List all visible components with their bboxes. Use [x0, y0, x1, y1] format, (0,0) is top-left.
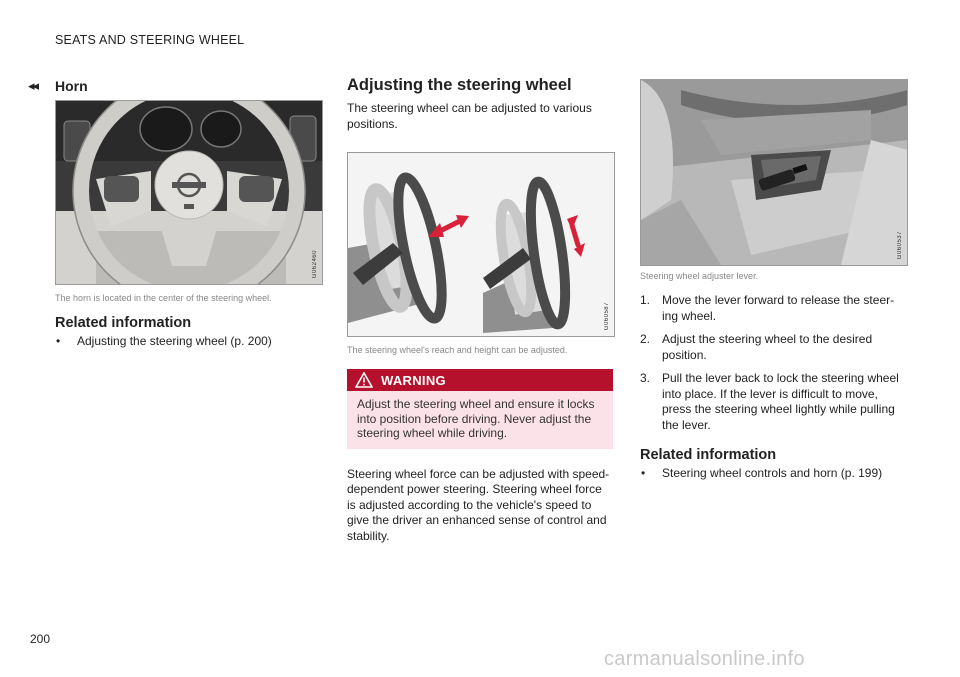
- related-info-heading: Related information: [55, 315, 192, 331]
- warning-icon: [355, 372, 373, 388]
- column-lever: [640, 76, 907, 481]
- warning-header: [347, 369, 613, 391]
- step-number: 3.: [640, 371, 651, 385]
- bullet-icon: •: [641, 466, 646, 480]
- related-info-heading: Related information: [640, 447, 777, 463]
- figure-caption: The horn is located in the center of the steering wheel.: [55, 293, 272, 303]
- related-link[interactable]: [55, 334, 321, 349]
- step-text: Move the lever forward to release the steer-ing wheel.: [662, 293, 895, 323]
- related-info-list: [55, 334, 321, 349]
- figure-caption: Steering wheel adjuster lever.: [640, 271, 759, 281]
- related-link[interactable]: [640, 466, 907, 481]
- body-text: Steering wheel force can be adjusted with speed-dependent power steering. Steering wheel force is adjusted according to the vehicle's speed to give the driver an enhanced sense of control and stability.: [347, 466, 610, 543]
- step-number: 1.: [640, 293, 651, 307]
- step-text: Pull the lever back to lock the steering wheel into place. If the lever is difficult to move, press the steering wheel lightly while pulling the lever.: [662, 371, 899, 432]
- lever-figure: [640, 79, 908, 266]
- horn-figure: [55, 100, 323, 285]
- steering-wheel-illustration: [56, 101, 322, 284]
- steps-list: [640, 293, 907, 433]
- step-item: [640, 371, 907, 433]
- column-adjusting: [347, 76, 613, 544]
- related-info-list: [640, 466, 907, 481]
- step-item: [640, 332, 907, 363]
- figure-code: G060587: [604, 301, 610, 330]
- watermark: carmanualsonline.info: [604, 648, 805, 670]
- section-header: SEATS AND STEERING WHEEL: [55, 33, 245, 47]
- page-number: 200: [30, 632, 51, 646]
- warning-text: Adjust the steering wheel and ensure it locks into position before driving. Never adjust the steering wheel while driving.: [357, 397, 595, 440]
- column-horn: [55, 76, 321, 349]
- related-link-text[interactable]: Steering wheel controls and horn (p. 199): [662, 466, 883, 480]
- related-link-text[interactable]: Adjusting the steering wheel (p. 200): [77, 334, 272, 348]
- adjusting-heading: Adjusting the steering wheel: [347, 76, 572, 94]
- step-text: Adjust the steering wheel to the desired position.: [662, 332, 873, 362]
- figure-code: G060537: [897, 230, 903, 259]
- reach-height-illustration: [348, 153, 614, 336]
- bullet-icon: •: [56, 334, 61, 348]
- adjust-figure: [347, 152, 615, 337]
- warning-label: WARNING: [381, 372, 446, 388]
- horn-heading: Horn: [55, 78, 88, 94]
- figure-code: G062460: [312, 249, 318, 278]
- step-number: 2.: [640, 332, 651, 346]
- step-item: [640, 293, 907, 324]
- intro-text: The steering wheel can be adjusted to various positions.: [347, 101, 592, 131]
- adjuster-lever-illustration: [641, 80, 908, 265]
- previous-page-icon[interactable]: ◂◂: [28, 78, 38, 93]
- figure-caption: The steering wheel's reach and height can be adjusted.: [347, 345, 568, 355]
- warning-box: [347, 369, 613, 449]
